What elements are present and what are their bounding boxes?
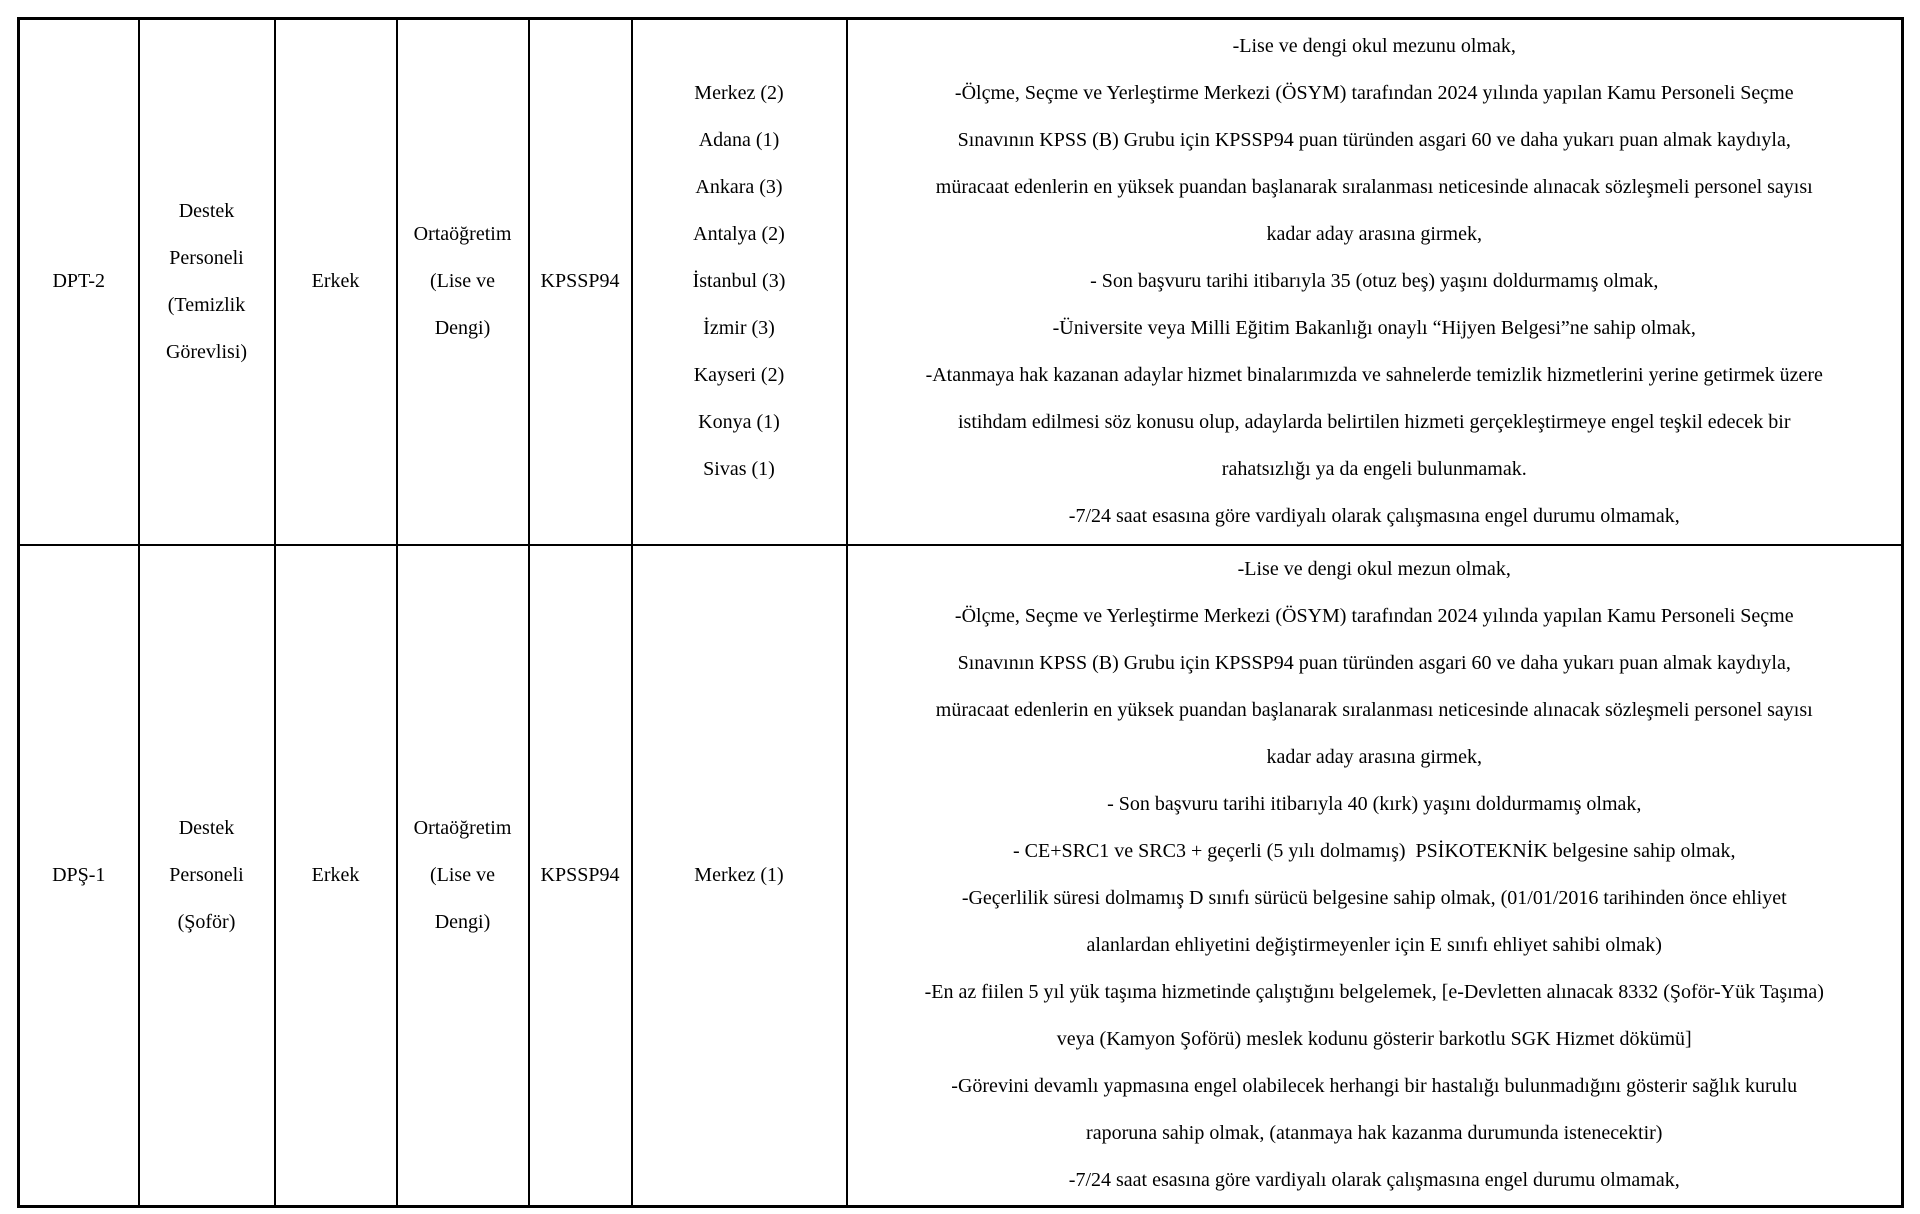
text-line: Destek <box>178 816 235 839</box>
requirements-cell <box>847 545 1903 1207</box>
text-line: Dengi) <box>434 910 491 933</box>
text-line: Destek <box>178 199 235 222</box>
text-line: raporuna sahip olmak, (atanmaya hak kazanma durumunda istenecektir) <box>1086 1122 1663 1145</box>
text-line: kadar aday arasına girmek, <box>1266 746 1482 769</box>
requirements-cell <box>847 19 1903 545</box>
table-row <box>19 545 1903 1207</box>
text-line: Sivas (1) <box>703 458 775 481</box>
text-line: -Görevini devamlı yapmasına engel olabilecek herhangi bir hastalığı bulunmadığını gösterir sağlık kurulu <box>951 1075 1798 1098</box>
text-line: Adana (1) <box>698 129 780 152</box>
text-line: İstanbul (3) <box>692 270 786 293</box>
text-line: Personeli <box>169 246 244 269</box>
text-line: Ortaöğretim <box>413 223 512 246</box>
text-line: -Ölçme, Seçme ve Yerleştirme Merkezi (ÖSYM) tarafından 2024 yılında yapılan Kamu Personeli Seçme <box>954 605 1794 628</box>
text-line: Merkez (1) <box>694 863 784 886</box>
position-code-cell <box>19 545 139 1207</box>
score-type-cell <box>529 545 632 1207</box>
text-line: Sınavının KPSS (B) Grubu için KPSSP94 puan türünden asgari 60 ve daha yukarı puan almak kaydıyla, <box>957 129 1791 152</box>
text-line: (Lise ve <box>430 270 495 293</box>
text-line: müracaat edenlerin en yüksek puandan başlanarak sıralanması neticesinde alınacak sözleşmeli personel sayısı <box>935 699 1813 722</box>
gender-cell <box>275 19 397 545</box>
text-line: Personeli <box>169 863 244 886</box>
position-title-cell <box>139 19 275 545</box>
text-line: Görevlisi) <box>165 340 248 363</box>
education-cell <box>397 545 529 1207</box>
text-line: - Son başvuru tarihi itibarıyla 40 (kırk) yaşını doldurmamış olmak, <box>1107 793 1642 816</box>
text-line: (Temizlik <box>167 293 246 316</box>
job-announcement-table <box>17 17 1904 1208</box>
text-line: -7/24 saat esasına göre vardiyalı olarak çalışmasına engel durumu olmamak, <box>1068 505 1680 528</box>
text-line: Ortaöğretim <box>413 816 512 839</box>
gender-value: Erkek <box>311 863 360 886</box>
gender-value: Erkek <box>311 270 360 293</box>
text-line: (Lise ve <box>430 863 495 886</box>
education-cell <box>397 19 529 545</box>
position-code: DPŞ-1 <box>52 863 106 886</box>
text-line: -En az fiilen 5 yıl yük taşıma hizmetinde çalıştığını belgelemek, [e-Devletten alınacak 8332 (Şoför-Yük Taşıma) <box>924 981 1824 1004</box>
text-line: - Son başvuru tarihi itibarıyla 35 (otuz beş) yaşını doldurmamış olmak, <box>1090 270 1659 293</box>
gender-cell <box>275 545 397 1207</box>
text-line: Ankara (3) <box>695 176 783 199</box>
text-line: kadar aday arasına girmek, <box>1266 223 1482 246</box>
text-line: İzmir (3) <box>703 317 775 340</box>
text-line: Kayseri (2) <box>693 364 785 387</box>
text-line: -7/24 saat esasına göre vardiyalı olarak çalışmasına engel durumu olmamak, <box>1068 1169 1680 1192</box>
score-type-value: KPSSP94 <box>540 863 620 886</box>
table-row <box>19 19 1903 545</box>
text-line: (Şoför) <box>177 910 236 933</box>
text-line: - CE+SRC1 ve SRC3 + geçerli (5 yılı dolmamış) PSİKOTEKNİK belgesine sahip olmak, <box>1013 840 1736 863</box>
score-type-value: KPSSP94 <box>540 270 620 293</box>
text-line: -Lise ve dengi okul mezunu olmak, <box>1232 35 1516 58</box>
text-line: Merkez (2) <box>694 82 784 105</box>
locations-cell <box>632 19 847 545</box>
position-code: DPT-2 <box>52 270 106 293</box>
text-line: -Geçerlilik süresi dolmamış D sınıfı sürücü belgesine sahip olmak, (01/01/2016 tarihinden önce ehliyet <box>961 887 1787 910</box>
position-title-cell <box>139 545 275 1207</box>
text-line: alanlardan ehliyetini değiştirmeyenler için E sınıfı ehliyet sahibi olmak) <box>1086 934 1662 957</box>
score-type-cell <box>529 19 632 545</box>
text-line: rahatsızlığı ya da engeli bulunmamak. <box>1221 458 1527 481</box>
text-line: müracaat edenlerin en yüksek puandan başlanarak sıralanması neticesinde alınacak sözleşmeli personel sayısı <box>935 176 1813 199</box>
text-line: -Atanmaya hak kazanan adaylar hizmet binalarımızda ve sahnelerde temizlik hizmetlerini yerine getirmek üzere <box>925 364 1823 387</box>
position-code-cell <box>19 19 139 545</box>
text-line: istihdam edilmesi söz konusu olup, adaylarda belirtilen hizmeti gerçekleştirmeye engel teşkil edecek bir <box>957 411 1791 434</box>
text-line: veya (Kamyon Şoförü) meslek kodunu gösterir barkotlu SGK Hizmet dökümü] <box>1056 1028 1692 1051</box>
text-line: Dengi) <box>434 317 491 340</box>
text-line: -Ölçme, Seçme ve Yerleştirme Merkezi (ÖSYM) tarafından 2024 yılında yapılan Kamu Personeli Seçme <box>954 82 1794 105</box>
locations-cell <box>632 545 847 1207</box>
text-line: -Üniversite veya Milli Eğitim Bakanlığı onaylı “Hijyen Belgesi”ne sahip olmak, <box>1052 317 1696 340</box>
text-line: Konya (1) <box>698 411 780 434</box>
text-line: Sınavının KPSS (B) Grubu için KPSSP94 puan türünden asgari 60 ve daha yukarı puan almak kaydıyla, <box>957 652 1791 675</box>
text-line: -Lise ve dengi okul mezun olmak, <box>1237 558 1511 581</box>
text-line: Antalya (2) <box>693 223 785 246</box>
